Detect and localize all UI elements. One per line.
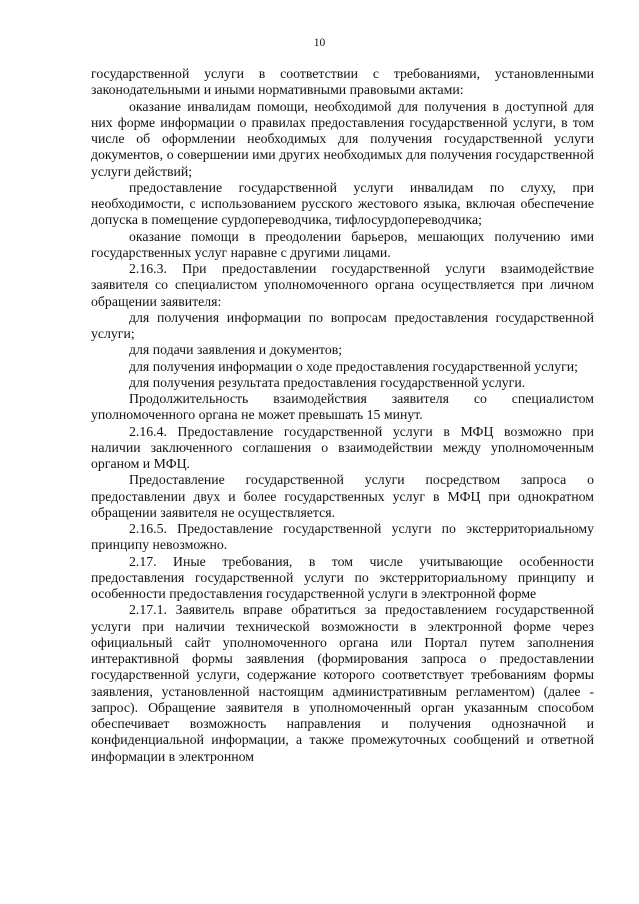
paragraph-12: Предоставление государственной услуги посредством запроса о предоставлении двух и более государственных услуг в МФЦ при однократном обращении заявителя не осуществляется. [91,472,594,520]
paragraph-11: 2.16.4. Предоставление государственной услуги в МФЦ возможно при наличии заключенного соглашения о взаимодействии между уполномоченным органом и МФЦ. [91,423,594,471]
paragraph-8: для получения информации о ходе предоставления государственной услуги; [129,358,578,374]
paragraph-6: для получения информации по вопросам предоставления государственной услуги; [91,309,594,341]
paragraph-2: оказание инвалидам помощи, необходимой для получения в доступной для них форме информации о правилах предоставления государственной услуги, в том числе об оформлении необходимых для получения государственной услуги документов, о совершении ими других необходимых для получения государственной услуги действий; [91,98,594,179]
paragraph-3: предоставление государственной услуги инвалидам по слуху, при необходимости, с использованием русского жестового языка, включая обеспечение допуска в помещение сурдопереводчика, тифлосурдопереводчика; [91,179,594,228]
paragraph-15: 2.17.1. Заявитель вправе обратиться за предоставлением государственной услуги при наличии технической возможности в электронной форме через официальный сайт уполномоченного органа или Портал путем заполнения интерактивной формы заявления (формирования запроса о предоставлении государственной услуги, содержание которого соответствует требованиям формы заявления, установленной настоящим административным регламентом) (далее - запрос). Обращение заявителя в уполномоченный орган указанным способом обеспечивает возможность направления и получения однозначной и конфиденциальной информации, а также промежуточных сообщений и ответной информации в электронном [91,602,594,764]
paragraph-10: Продолжительность взаимодействия заявителя со специалистом уполномоченного органа не может превышать 15 минут. [91,391,594,423]
paragraph-14: 2.17. Иные требования, в том числе учитывающие особенности предоставления государственной услуги по экстерриториальному принципу и особенности предоставления государственной услуги в электронной форме [91,553,594,601]
paragraph-5: 2.16.3. При предоставлении государственной услуги взаимодействие заявителя со специалистом уполномоченного органа осуществляется при личном обращении заявителя: [91,261,594,309]
page-number: 10 [313,37,326,49]
body-text [91,66,594,765]
paragraph-13: 2.16.5. Предоставление государственной услуги по экстерриториальному принципу невозможно. [91,521,594,553]
paragraph-4: оказание помощи в преодолении барьеров, мешающих получению ими государственных услуг наравне с другими лицами. [91,228,594,260]
paragraph-1: государственной услуги в соответствии с требованиями, установленными законодательными и иными нормативными правовыми актами: [91,66,594,98]
paragraph-7: для подачи заявления и документов; [129,342,343,358]
paragraph-9: для получения результата предоставления государственной услуги. [129,374,526,390]
